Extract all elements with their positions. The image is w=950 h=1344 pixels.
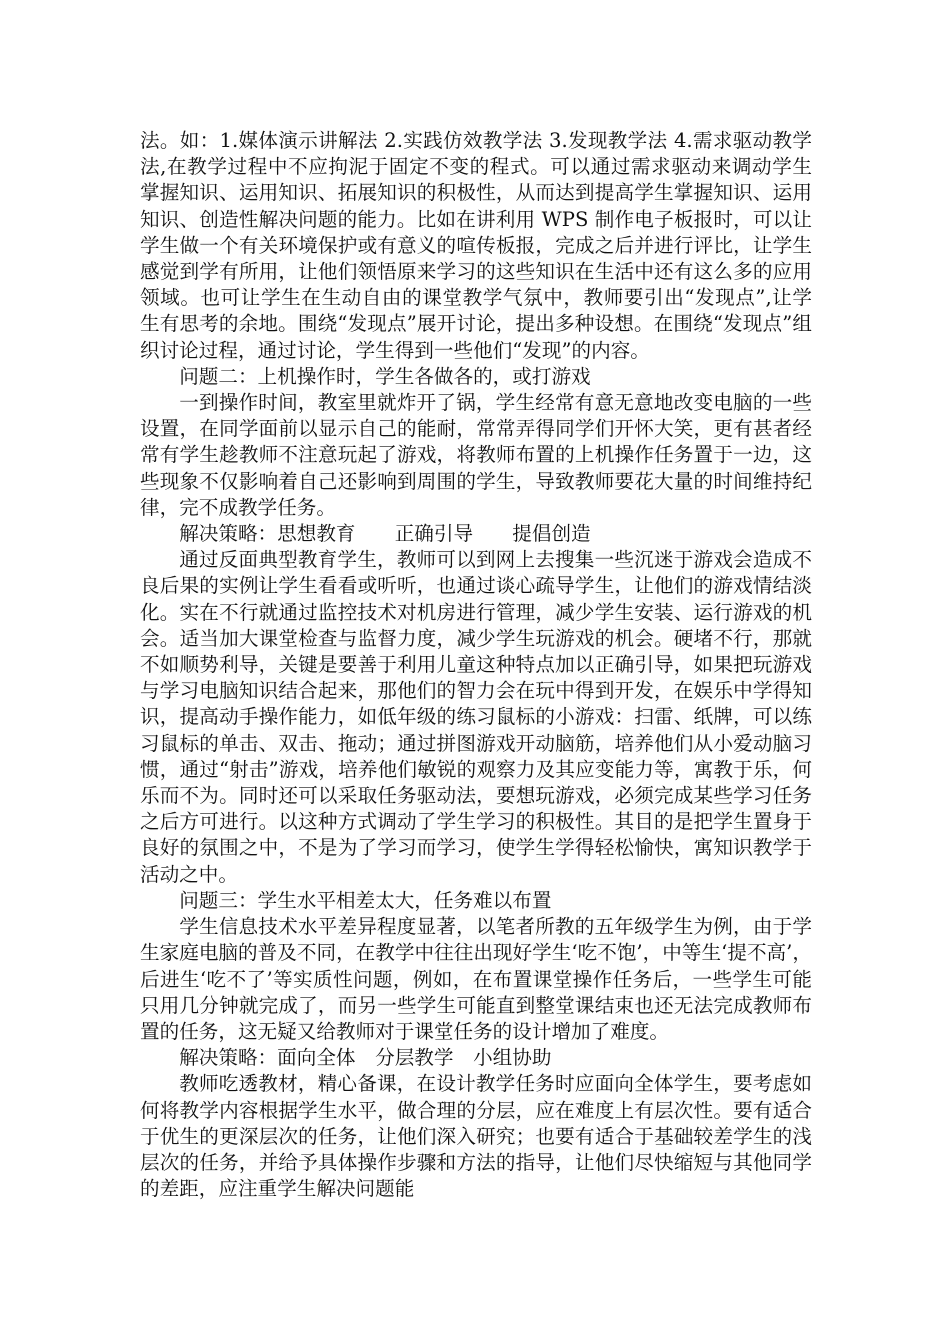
heading-strategy-two: 解决策略：思想教育 正确引导 提倡创造 (179, 522, 591, 546)
heading-problem-two: 问题二：上机操作时，学生各做各的，或打游戏 (179, 364, 591, 388)
paragraph-strategy-two: 通过反面典型教育学生，教师可以到网上去搜集一些沉迷于游戏会造成不良后果的实例让学生看看或听听，也通过谈心疏导学生，让他们的游戏情结淡化。实在不行就通过监控技术对机房进行管理，减少学生安装、运行游戏的机会。适当加大课堂检查与监督力度，减少学生玩游戏的机会。硬堵不行，那就不如顺势利导，关键是要善于利用儿童这种特点加以正确引导，如果把玩游戏与学习电脑知识结合起来，那他们的智力会在玩中得到开发，在娱乐中学得知识，提高动手操作能力，如低年级的练习鼠标的小游戏：扫雷、纸牌，可以练习鼠标的单击、双击、拖动；通过拼图游戏开动脑筋，培养他们从小爱动脑习惯，通过“射击”游戏，培养他们敏锐的观察力及其应变能力等，寓教于乐，何乐而不为。同时还可以采取任务驱动法，要想玩游戏，必须完成某些学习任务之后方可进行。以这种方式调动了学生学习的积极性。其目的是把学生置身于良好的氛围之中，不是为了学习而学习，使学生学得轻松愉快，寓知识教学于活动之中。 (140, 548, 812, 886)
paragraph-problem-two: 一到操作时间，教室里就炸开了锅，学生经常有意无意地改变电脑的一些设置，在同学面前以显示自己的能耐，常常弄得同学们开怀大笑，更有甚者经常有学生趁教师不注意玩起了游戏，将教师布置的上机操作任务置于一边，这些现象不仅影响着自己还影响到周围的学生，导致教师要花大量的时间维持纪律，完不成教学任务。 (140, 391, 812, 519)
paragraph-problem-three: 学生信息技术水平差异程度显著，以笔者所教的五年级学生为例，由于学生家庭电脑的普及不同，在教学中往往出现好学生‘吃不饱’，中等生‘提不高’，后进生‘吃不了’等实质性问题，例如，在布置课堂操作任务后，一些学生可能只用几分钟就完成了，而另一些学生可能直到整堂课结束也还无法完成教师布置的任务，这无疑又给教师对于课堂任务的设计增加了难度。 (140, 915, 812, 1043)
paragraph-method-intro: 法。如：1.媒体演示讲解法 2.实践仿效教学法 3.发现教学法 4.需求驱动教学法,在教学过程中不应拘泥于固定不变的程式。可以通过需求驱动来调动学生掌握知识、运用知识、拓展知识的积极性，从而达到提高学生掌握知识、运用知识、创造性解决问题的能力。比如在讲利用 WPS 制作电子板报时，可以让学生做一个有关环境保护或有意义的喧传板报，完成之后并进行评比，让学生感觉到学有所用，让他们领悟原来学习的这些知识在生活中还有这么多的应用领域。也可让学生在生动自由的课堂教学气氛中，教师要引出“发现点”,让学生有思考的余地。围绕“发现点”展开讨论，提出多种设想。在围绕“发现点”组织讨论过程，通过讨论，学生得到一些他们“发现”的内容。 (140, 129, 812, 362)
document-page (140, 128, 812, 1202)
heading-problem-three: 问题三：学生水平相差太大，任务难以布置 (179, 888, 552, 912)
heading-strategy-three: 解决策略：面向全体 分层教学 小组协助 (179, 1046, 552, 1070)
paragraph-strategy-three: 教师吃透教材，精心备课，在设计教学任务时应面向全体学生，要考虑如何将教学内容根据学生水平，做合理的分层，应在难度上有层次性。要有适合于优生的更深层次的任务，让他们深入研究；也要有适合于基础较差学生的浅层次的任务，并给予具体操作步骤和方法的指导，让他们尽快缩短与其他同学的差距，应注重学生解决问题能 (140, 1072, 812, 1201)
